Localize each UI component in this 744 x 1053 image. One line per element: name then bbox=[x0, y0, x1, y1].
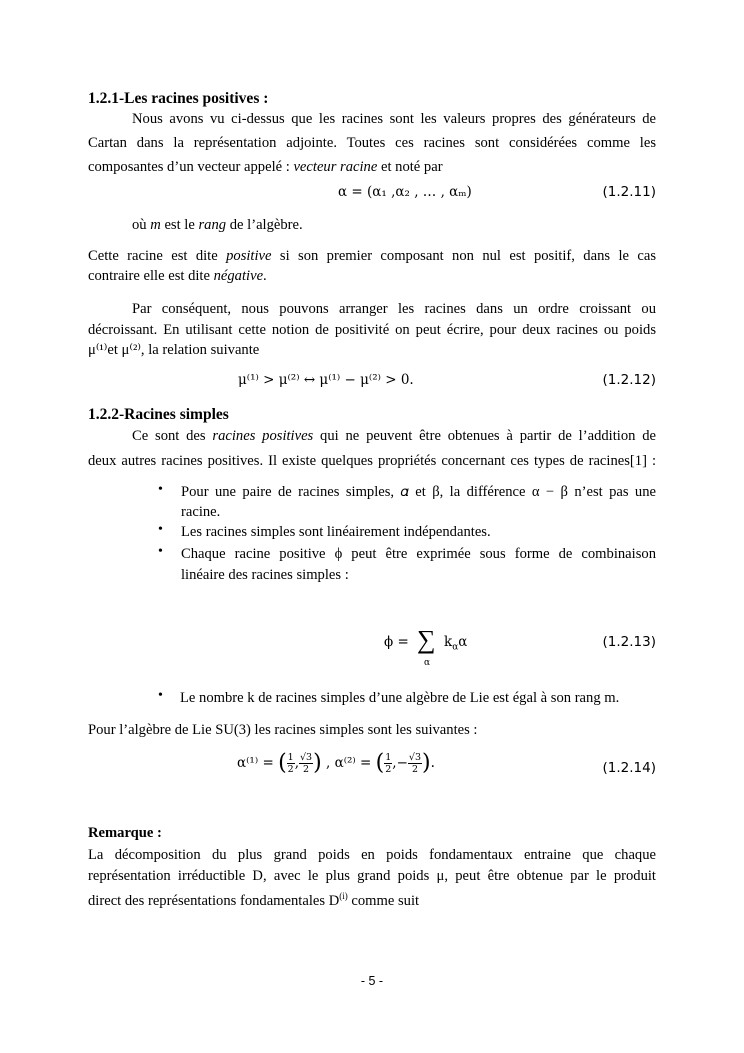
equation-1-2-14: α⁽¹⁾ = ( $\frac{1}{2}$ , $\frac{√3}{2}$ ) , α⁽²⁾ = ( $\frac{1}{2}$ ,− $\frac{√3}{2}$ ). bbox=[237, 750, 435, 776]
page-number: - 5 - bbox=[360, 974, 384, 988]
equation-number: (1.2.12) bbox=[602, 372, 656, 388]
equation-1-2-12: μ⁽¹⁾ > μ⁽²⁾ ↔ μ⁽¹⁾ − μ⁽²⁾ > 0. bbox=[238, 372, 414, 388]
paragraph-line: La décomposition du plus grand poids en poids fondamentaux entraine que chaque bbox=[88, 847, 656, 863]
paragraph-line: Pour l’algèbre de Lie SU(3) les racines simples sont les suivantes : bbox=[88, 722, 478, 738]
equation-number: (1.2.11) bbox=[602, 184, 656, 200]
paragraph-line: μ⁽¹⁾et μ⁽²⁾, la relation suivante bbox=[88, 342, 260, 358]
paragraph-line: Nous avons vu ci-dessus que les racines sont les valeurs propres des générateurs de bbox=[132, 111, 656, 127]
paragraph-line: direct des représentations fondamentales $D^{(i)}$ comme suit bbox=[88, 891, 420, 909]
list-item: Chaque racine positive ϕ peut être exprimée sous forme de combinaison bbox=[181, 546, 656, 562]
equation-number: (1.2.14) bbox=[602, 760, 656, 776]
paragraph-line: décroissant. En utilisant cette notion de positivité on peut écrire, pour deux racines ou poids bbox=[88, 322, 656, 338]
list-item: Les racines simples sont linéairement indépendantes. bbox=[181, 524, 491, 540]
paragraph-line: Cette racine est dite positive si son premier composant non nul est positif, dans le cas bbox=[88, 248, 656, 264]
section-heading-positive-roots: 1.2.1-Les racines positives : bbox=[88, 90, 269, 107]
paragraph-line: composantes d’un vecteur appelé : vecteur racine et noté par bbox=[88, 159, 443, 175]
document-page: 1.2.1-Les racines positives : Nous avons vu ci-dessus que les racines sont les valeurs propres des générateurs de Cartan dans la représentation adjointe. Toutes ces racines sont considérées comme les composantes d’un vecteur appelé : vecteur racine et noté par α = (α₁ ,α₂ , … , αₘ) (1.2.11) où m est le rang de l’algèbre. Cette racine est dite positive si son premier composant non nul est positif, dans le cas contraire elle est dite négative. Par conséquent, nous pouvons arranger les racines dans un ordre croissant ou décroissant. En utilisant cette notion de positivité on peut écrire, pour deux racines ou poids μ⁽¹⁾et μ⁽²⁾, la relation suivante μ⁽¹⁾ > μ⁽²⁾ ↔ μ⁽¹⁾ − μ⁽²⁾ > 0. (1.2.12) 1.2.2-Racines simples Ce sont des racines positives qui ne peuvent être obtenues à partir de l’addition de deux autres racines positives. Il existe quelques propriétés concernant ces types de racines[1] : • Pour une paire de racines simples, 𝛼 et β, la différence α − β n’est pas une racine. • Les racines simples sont linéairement indépendantes. • Chaque racine positive ϕ peut être exprimée sous forme de combinaison linéaire des racines simples : ϕ = ∑ α $k_\alpha\alpha$ (1.2.13) • Le nombre k de racines simples d’une algèbre de Lie est égal à son rang m. Pour l’algèbre de Lie SU(3) les racines simples sont les suivantes : α⁽¹⁾ = ( $\frac{1}{2}$ , $\frac{√3}{2}$ ) , α⁽²⁾ = ( $\frac{1}{2}$ ,− $\frac{√3}{2}$ ). (1.2.14) Remarque : La décomposition du plus grand poids en poids fondamentaux entraine que chaque représentation irréductible D, avec le plus grand poids μ, peut être obtenue par le produit direct des représentations fondamentales $D^{(i)}$ comme suit - 5 - bbox=[0, 0, 744, 1053]
summation-symbol: ∑ bbox=[417, 625, 436, 654]
paragraph-line: où m est le rang de l’algèbre. bbox=[132, 217, 303, 233]
paragraph-line: représentation irréductible D, avec le plus grand poids μ, peut être obtenue par le produit bbox=[88, 868, 656, 884]
bullet-icon: • bbox=[158, 522, 163, 537]
list-item: Le nombre k de racines simples d’une algèbre de Lie est égal à son rang m. bbox=[180, 690, 620, 706]
paragraph-line: Ce sont des racines positives qui ne peuvent être obtenues à partir de l’addition de bbox=[132, 428, 656, 444]
bullet-icon: • bbox=[158, 688, 163, 703]
term-vecteur-racine: vecteur racine bbox=[293, 159, 378, 175]
paragraph-line: contraire elle est dite négative. bbox=[88, 268, 267, 284]
list-item-continuation: racine. bbox=[181, 504, 221, 520]
equation-1-2-11: α = (α₁ ,α₂ , … , αₘ) bbox=[338, 184, 472, 200]
paragraph-line: Cartan dans la représentation adjointe. Toutes ces racines sont considérées comme les bbox=[88, 135, 656, 151]
list-item: Pour une paire de racines simples, 𝛼 et β, la différence α − β n’est pas une bbox=[181, 484, 656, 500]
equation-number: (1.2.13) bbox=[602, 634, 656, 650]
section-heading-simple-roots: 1.2.2-Racines simples bbox=[88, 406, 229, 423]
list-item-continuation: linéaire des racines simples : bbox=[181, 567, 349, 583]
paragraph-line: deux autres racines positives. Il existe quelques propriétés concernant ces types de racines[1] : bbox=[88, 453, 656, 469]
bullet-icon: • bbox=[158, 482, 163, 497]
paragraph-line: Par conséquent, nous pouvons arranger les racines dans un ordre croissant ou bbox=[132, 301, 656, 317]
remark-heading: Remarque : bbox=[88, 825, 162, 841]
bullet-icon: • bbox=[158, 544, 163, 559]
